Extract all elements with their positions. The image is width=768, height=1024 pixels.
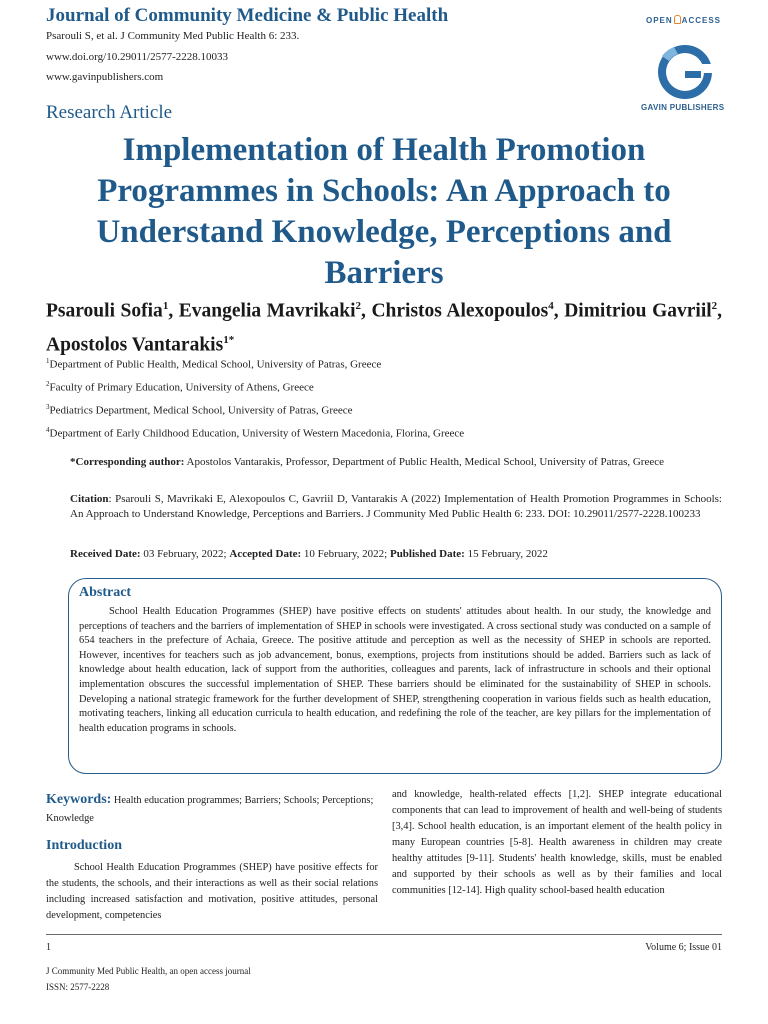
abstract-text: School Health Education Programmes (SHEP) have positive effects on students' attitudes about health. In our study, the knowledge and perceptions of teachers and the barriers of implementation of SHEP in schools were investigated. A cross sectional study was conducted on a sample of 654 teachers in the prefecture of Achaia, Greece. The positive attitude and perception as well as the necessity of SHEP in schools are reported. However, incentives for teachers such as job advancement, bonus, exemptions, projects from institutions should be added. Barriers such as lack of knowledge about health education, lack of support from the authorities, colleagues and parents, lack of infrastructure in schools and their optional implementation obscures the successful implementation of SHEP. These barriers should be eliminated for the sustainability of SHEP in schools. Developing a national strategic framework for the further development of SHEP, strengthening cooperation in various fields such as health education, motivating teachers, linking all education curricula to health education, and redefining the role of the teacher, are key pillars for the implementation of health education programs in schools. — [79, 606, 711, 734]
citation-short: Psarouli S, et al. J Community Med Public Health 6: 233. — [46, 30, 300, 42]
keywords-block — [46, 790, 378, 826]
author-sup: 4 — [548, 300, 554, 312]
corresponding-author — [70, 455, 722, 470]
website-link[interactable]: www.gavinpublishers.com — [46, 71, 164, 83]
keywords-label: Keywords: — [46, 792, 112, 807]
gavin-g-logo-icon — [654, 42, 716, 102]
author-sup: 1* — [223, 333, 235, 346]
author-list — [46, 292, 722, 359]
author-sup: 2 — [355, 300, 362, 312]
introduction-heading: Introduction — [46, 838, 122, 853]
affiliation-sup: 3 — [46, 403, 50, 411]
footer-issn: ISSN: 2577-2228 — [46, 982, 110, 992]
author-name: Evangelia Mavrikaki — [178, 300, 356, 322]
journal-title: Journal of Community Medicine & Public Health — [46, 5, 449, 26]
citation-text: : Psarouli S, Mavrikaki E, Alexopoulos C, Gavriil D, Vantarakis A (2022) Implementation of Health Promotion Programmes in Schools: An Approach to Understand Knowledge, Perceptions and Barriers. J Community Med Public Health 6: 233. DOI: 10.29011/2577-2228.100233 — [70, 493, 722, 520]
affiliation — [46, 380, 314, 394]
published-label: Published Date: — [389, 548, 465, 560]
page-number: 1 — [46, 942, 51, 953]
author-sep: , — [717, 300, 723, 322]
publisher-name: GAVIN PUBLISHERS — [641, 103, 725, 112]
open-lock-icon — [674, 15, 681, 24]
author-sep: , — [553, 300, 565, 322]
abstract-heading: Abstract — [79, 585, 132, 600]
author-sup: 1 — [162, 300, 169, 312]
accepted-label: Accepted Date: — [229, 548, 302, 560]
author-name: Dimitriou Gavriil — [564, 300, 712, 322]
affiliation-sup: 1 — [46, 357, 50, 365]
dates-line — [70, 547, 722, 562]
author-sep: , — [361, 300, 372, 322]
keywords-text: Health education programmes; Barriers; Schools; Perceptions; Knowledge — [46, 795, 374, 824]
left-column — [46, 790, 378, 924]
abstract-box — [68, 578, 722, 774]
author-sup: 2 — [711, 300, 718, 312]
affiliation-text: Department of Public Health, Medical School, University of Patras, Greece — [49, 358, 382, 371]
affiliation-text: Department of Early Childhood Education, University of Western Macedonia, Florina, Greece — [49, 427, 465, 440]
introduction-left-text: School Health Education Programmes (SHEP) have positive effects for the students, the schools, and their interactions as well as their social relations including increased satisfaction and motivation, positive attitudes, personal development, competencies — [46, 862, 378, 921]
affiliation — [46, 426, 464, 440]
corresponding-text: Apostolos Vantarakis, Professor, Department of Public Health, Medical School, University of Patras, Greece — [184, 456, 664, 468]
citation-label: Citation — [70, 493, 109, 505]
author-name: Psarouli Sofia — [46, 300, 163, 322]
footer-divider — [46, 934, 722, 935]
open-access-label — [646, 15, 721, 25]
introduction-right-text: and knowledge, health-related effects [1,2]. SHEP integrate educational components that can lead to improvement of health and well-being of students [3,4]. School health education, is an important element of the health policy in many European countries [5-8]. Health awareness in children may create healthy attitudes [9-11]. Students' health knowledge, skills, must be enabled and supported by their schools as well as by their families and local communities [12-14]. High quality school-based health education — [392, 789, 722, 896]
affiliation-sup: 2 — [46, 380, 50, 388]
footer-journal: J Community Med Public Health, an open access journal — [46, 966, 251, 976]
citation-block — [70, 492, 722, 522]
affiliation — [46, 357, 381, 371]
affiliation-text: Faculty of Primary Education, University of Athens, Greece — [49, 381, 314, 394]
article-type: Research Article — [46, 102, 173, 123]
received-label: Received Date: — [70, 548, 141, 560]
accepted-value: 10 February, 2022; — [301, 548, 390, 560]
affiliation-sup: 4 — [46, 426, 50, 434]
doi-link[interactable]: www.doi.org/10.29011/2577-2228.10033 — [46, 51, 229, 63]
right-column — [392, 790, 722, 899]
paper-title: Implementation of Health Promotion Programmes in Schools: An Approach to Understand Knowledge, Perceptions and Barriers — [96, 132, 672, 291]
author-sep: , — [168, 300, 179, 322]
published-value: 15 February, 2022 — [464, 548, 548, 560]
affiliation-text: Pediatrics Department, Medical School, University of Patras, Greece — [49, 404, 353, 417]
author-name: Apostolos Vantarakis — [46, 334, 224, 355]
received-value: 03 February, 2022; — [140, 548, 230, 560]
volume-issue: Volume 6; Issue 01 — [645, 942, 722, 953]
author-name: Christos Alexopoulos — [371, 300, 549, 322]
open-access-left: OPEN — [646, 16, 673, 25]
corresponding-label: *Corresponding author: — [70, 456, 185, 468]
open-access-right: ACCESS — [681, 16, 722, 25]
affiliation — [46, 403, 353, 417]
